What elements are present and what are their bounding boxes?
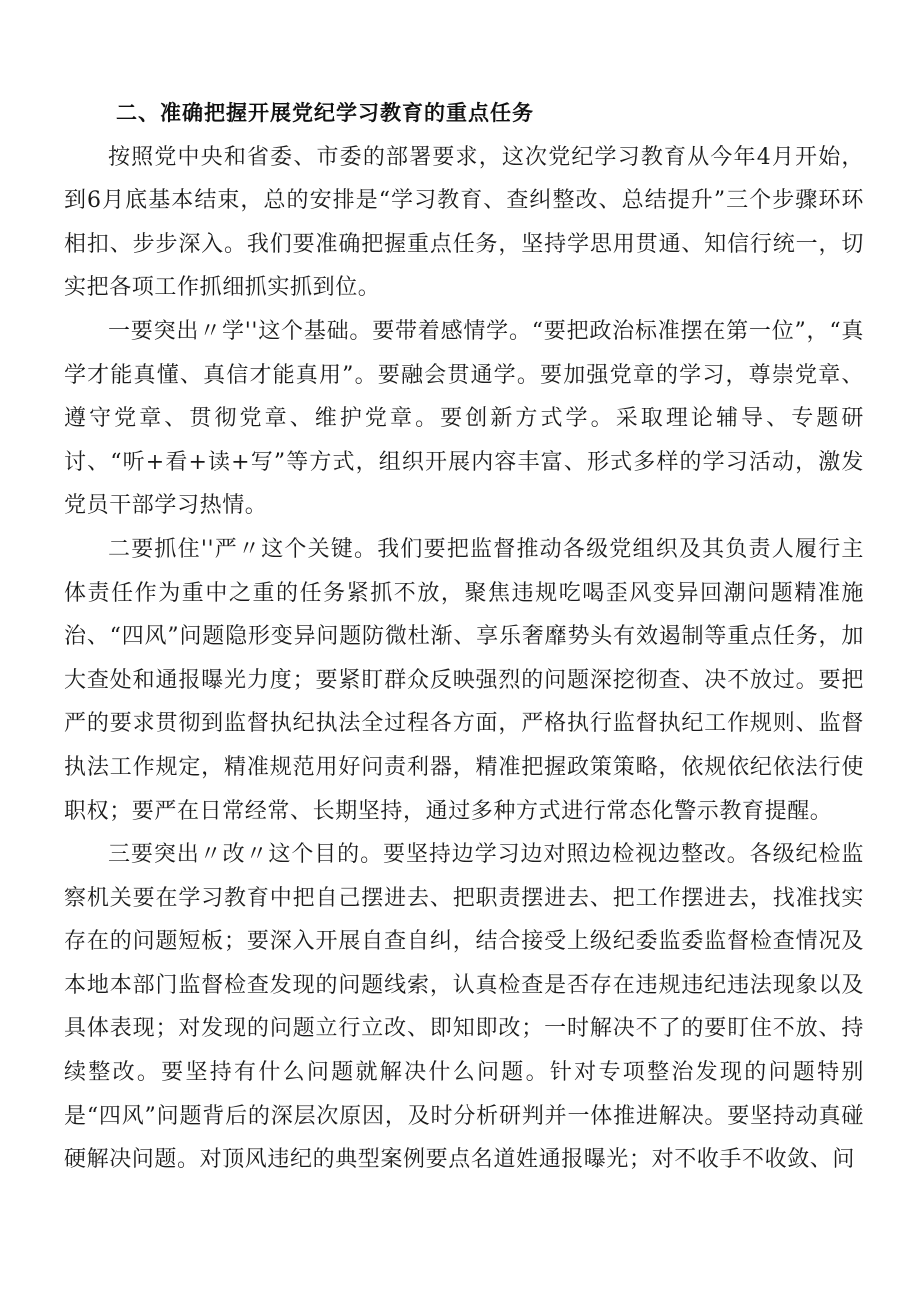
paragraph-intro: 按照党中央和省委、市委的部署要求，这次党纪学习教育从今年4月开始，到6月底基本结束，总的安排是“学习教育、查纠整改、总结提升”三个步骤环环相扣、步步深入。我们要准确把握重点任务，坚持学思用贯通、知信行统一，切实把各项工作抓细抓实抓到位。 <box>64 144 864 301</box>
section-heading: 二、准确把握开展党纪学习教育的重点任务 <box>116 101 534 125</box>
document-body <box>64 92 864 1182</box>
paragraph-strict: 二要抓住''严〃这个关键。我们要把监督推动各级党组织及其负责人履行主体责任作为重中之重的任务紧抓不放，聚焦违规吃喝歪风变异回潮问题精准施治、“四风”问题隐形变异问题防微杜渐、享乐奢靡势头有效遏制等重点任务，加大查处和通报曝光力度；要紧盯群众反映强烈的问题深挖彻查、决不放过。要把严的要求贯彻到监督执纪执法全过程各方面，严格执行监督执纪工作规则、监督执法工作规定，精准规范用好问责利器，精准把握政策策略，依规依纪依法行使职权；要严在日常经常、长期坚持，通过多种方式进行常态化警示教育提醒。 <box>64 536 864 824</box>
paragraph-study: 一要突出〃学''这个基础。要带着感情学。“要把政治标准摆在第一位”，“真学才能真懂、真信才能真用”。要融会贯通学。要加强党章的学习，尊崇党章、遵守党章、贯彻党章、维护党章。要创新方式学。采取理论辅导、专题研讨、“听+看+读+写”等方式，组织开展内容丰富、形式多样的学习活动，激发党员干部学习热情。 <box>64 318 864 519</box>
paragraph-rectify: 三要突出〃改〃这个目的。要坚持边学习边对照边检视边整改。各级纪检监察机关要在学习教育中把自己摆进去、把职责摆进去、把工作摆进去，找准找实存在的问题短板；要深入开展自查自纠，结合接受上级纪委监委监督检查情况及本地本部门监督检查发现的问题线索，认真检查是否存在违规违纪违法现象以及具体表现；对发现的问题立行立改、即知即改；一时解决不了的要盯住不放、持续整改。要坚持有什么问题就解决什么问题。针对专项整治发现的问题特别是“四风”问题背后的深层次原因，及时分析研判并一体推进解决。要坚持动真碰硬解决问题。对顶风违纪的典型案例要点名道姓通报曝光；对不收手不收敛、问 <box>64 842 864 1173</box>
